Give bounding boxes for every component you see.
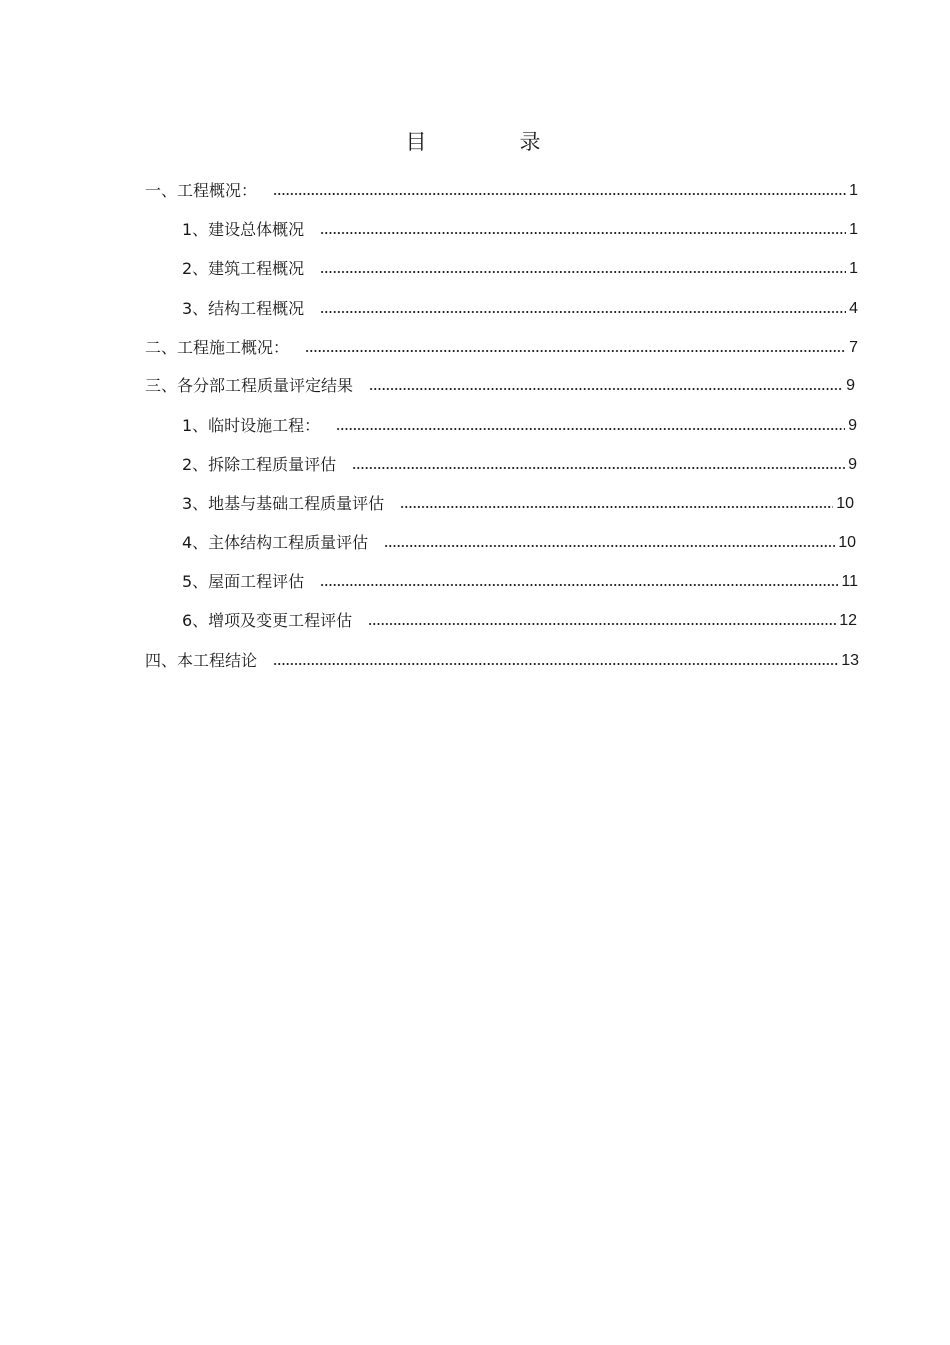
toc-entry-label: 1、临时设施工程： — [182, 416, 321, 435]
toc-dot-leader — [320, 582, 838, 588]
toc-entry-label: 3、结构工程概况 — [182, 299, 305, 318]
toc-entry[interactable] — [145, 648, 859, 672]
toc-dot-leader — [320, 230, 846, 236]
toc-entry[interactable] — [145, 373, 855, 397]
toc-dot-leader — [368, 621, 836, 627]
toc-entry-label: 2、建筑工程概况 — [182, 259, 305, 278]
toc-entry[interactable] — [182, 256, 858, 280]
toc-page-number: 10 — [836, 495, 854, 512]
toc-entry[interactable] — [182, 530, 856, 554]
toc-entry[interactable] — [182, 452, 857, 476]
toc-entry[interactable] — [182, 217, 858, 241]
toc-entry-label: 1、建设总体概况 — [182, 220, 305, 239]
toc-entry-label: 4、主体结构工程质量评估 — [182, 533, 369, 552]
toc-page-number: 12 — [839, 612, 857, 629]
toc-page-number: 9 — [848, 456, 857, 473]
toc-page-number: 4 — [849, 300, 858, 317]
toc-dot-leader — [273, 191, 846, 197]
toc-page-number: 13 — [841, 652, 859, 669]
toc-entry[interactable] — [182, 491, 854, 515]
toc-page-number: 1 — [849, 260, 858, 277]
toc-entry[interactable] — [182, 608, 857, 632]
toc-page-number: 9 — [846, 377, 855, 394]
toc-entry[interactable] — [182, 569, 858, 593]
toc-entry[interactable] — [182, 296, 858, 320]
toc-dot-leader — [273, 661, 838, 667]
toc-entry[interactable] — [145, 178, 858, 202]
toc-entry-label: 6、增项及变更工程评估 — [182, 611, 353, 630]
toc-entry-label: 四、本工程结论 — [145, 651, 258, 670]
toc-page-number: 7 — [849, 339, 858, 356]
toc-entry-label: 二、工程施工概况： — [145, 338, 290, 357]
toc-page-number: 1 — [849, 221, 858, 238]
toc-dot-leader — [336, 426, 845, 432]
toc-entry-label: 2、拆除工程质量评估 — [182, 455, 337, 474]
toc-dot-leader — [305, 348, 846, 354]
toc-dot-leader — [400, 504, 833, 510]
toc-dot-leader — [384, 543, 835, 549]
toc-dot-leader — [320, 309, 846, 315]
toc-entry-label: 一、工程概况： — [145, 181, 258, 200]
toc-entry[interactable] — [182, 413, 857, 437]
toc-dot-leader — [320, 269, 846, 275]
toc-page-number: 10 — [838, 534, 856, 551]
toc-dot-leader — [352, 465, 845, 471]
toc-entry-label: 三、各分部工程质量评定结果 — [145, 376, 354, 395]
toc-dot-leader — [369, 386, 843, 392]
toc-entry-label: 5、屋面工程评估 — [182, 572, 305, 591]
toc-page-number: 11 — [841, 573, 858, 590]
toc-page-number: 1 — [849, 182, 858, 199]
page-title: 目 录 — [405, 130, 577, 154]
toc-entry[interactable] — [145, 335, 858, 359]
toc-page-number: 9 — [848, 417, 857, 434]
toc-entry-label: 3、地基与基础工程质量评估 — [182, 494, 385, 513]
